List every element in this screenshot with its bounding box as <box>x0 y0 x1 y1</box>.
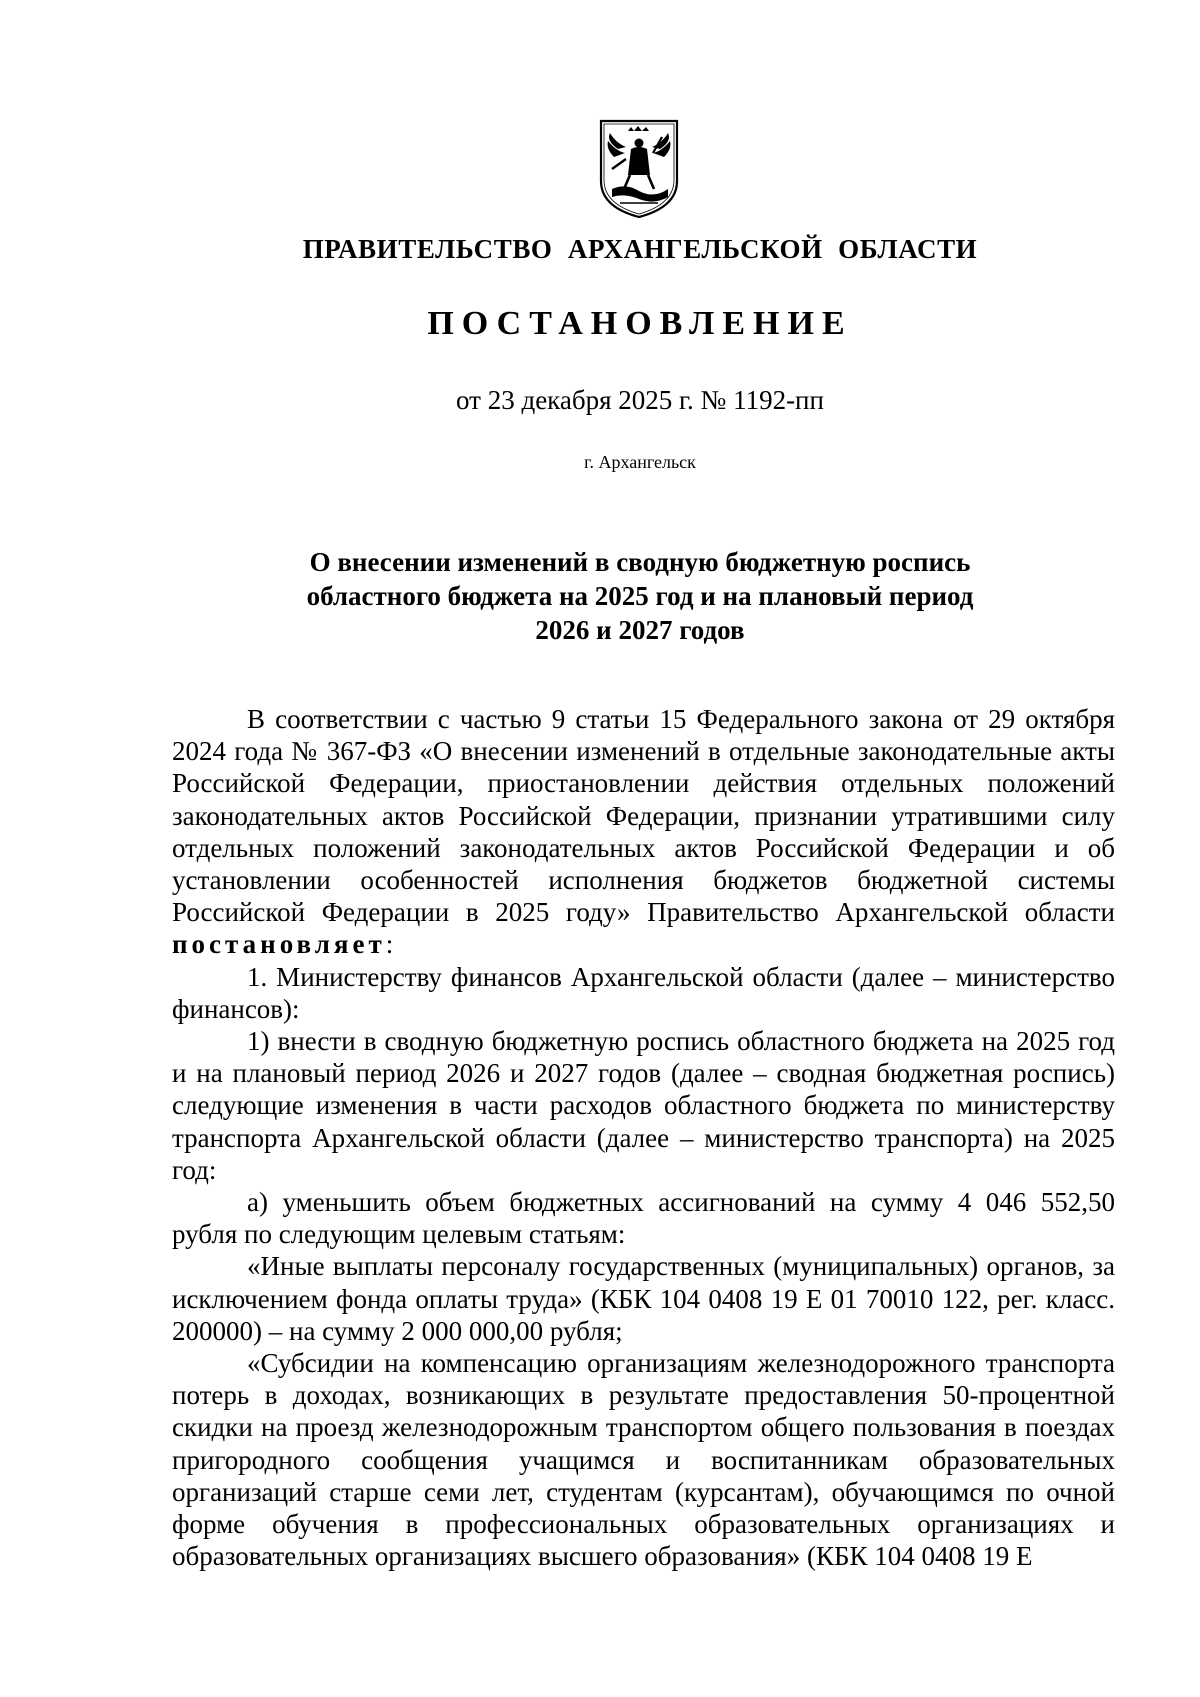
item-paragraph: 1) внести в сводную бюджетную роспись областного бюджета на 2025 год и на плановый период 2026 и 2027 годов (далее – сводная бюджетная роспись) следующие изменения в части расходов областного бюджета по министерству транспорта Архангельской области (далее – министерство транспорта) на 2025 год: <box>172 1026 1115 1185</box>
subject-line: 2026 и 2027 годов <box>535 615 745 645</box>
document-subject <box>0 545 1200 647</box>
subject-line: О внесении изменений в сводную бюджетную роспись <box>309 547 971 577</box>
document-city: г. Архангельск <box>584 452 696 472</box>
preamble-paragraph <box>172 703 1115 961</box>
arkhangelsk-coat-of-arms-icon <box>598 119 680 219</box>
document-date-number: от 23 декабря 2025 г. № 1192-пп <box>456 385 824 415</box>
article-paragraph: «Субсидии на компенсацию организациям железнодорожного транспорта потерь в доходах, возникающих в результате предоставления 50-процентной скидки на проезд железнодорожным транспортом общего пользования в поездах пригородного сообщения учащимся и воспитанникам образовательных организаций старше семи лет, студентам (курсантам), обучающимся по очной форме обучения в профессиональных образовательных организациях и образовательных организациях высшего образования» (КБК 104 0408 19 Е <box>172 1348 1115 1572</box>
decree-word: постановляет <box>172 929 386 960</box>
preamble-text: В соответствии с частью 9 статьи 15 Федерального закона от 29 октября 2024 года № 367-ФЗ «О внесении изменений в отдельные законодательные акты Российской Федерации, приостановлении действия отдельных положений законодательных актов Российской Федерации, признании утратившими силу отдельных положений законодательных актов Российской Федерации и об установлении особенностей исполнения бюджетов бюджетной системы Российской Федерации в 2025 году» Правительство Архангельской области <box>172 704 1115 928</box>
article-paragraph: «Иные выплаты персоналу государственных (муниципальных) органов, за исключением фонда оплаты труда» (КБК 104 0408 19 Е 01 70010 122, рег. класс. 200000) – на сумму 2 000 000,00 рубля; <box>172 1251 1115 1346</box>
decree-colon: : <box>385 929 394 960</box>
item-paragraph: 1. Министерству финансов Архангельской области (далее – министерство финансов): <box>172 961 1115 1024</box>
document-body <box>172 703 1115 1572</box>
government-title: ПРАВИТЕЛЬСТВО АРХАНГЕЛЬСКОЙ ОБЛАСТИ <box>302 234 978 264</box>
document-type: ПОСТАНОВЛЕНИЕ <box>427 305 853 342</box>
item-paragraph: а) уменьшить объем бюджетных ассигнований на сумму 4 046 552,50 рубля по следующим целевым статьям: <box>172 1187 1115 1250</box>
subject-line: областного бюджета на 2025 год и на плановый период <box>306 581 974 611</box>
